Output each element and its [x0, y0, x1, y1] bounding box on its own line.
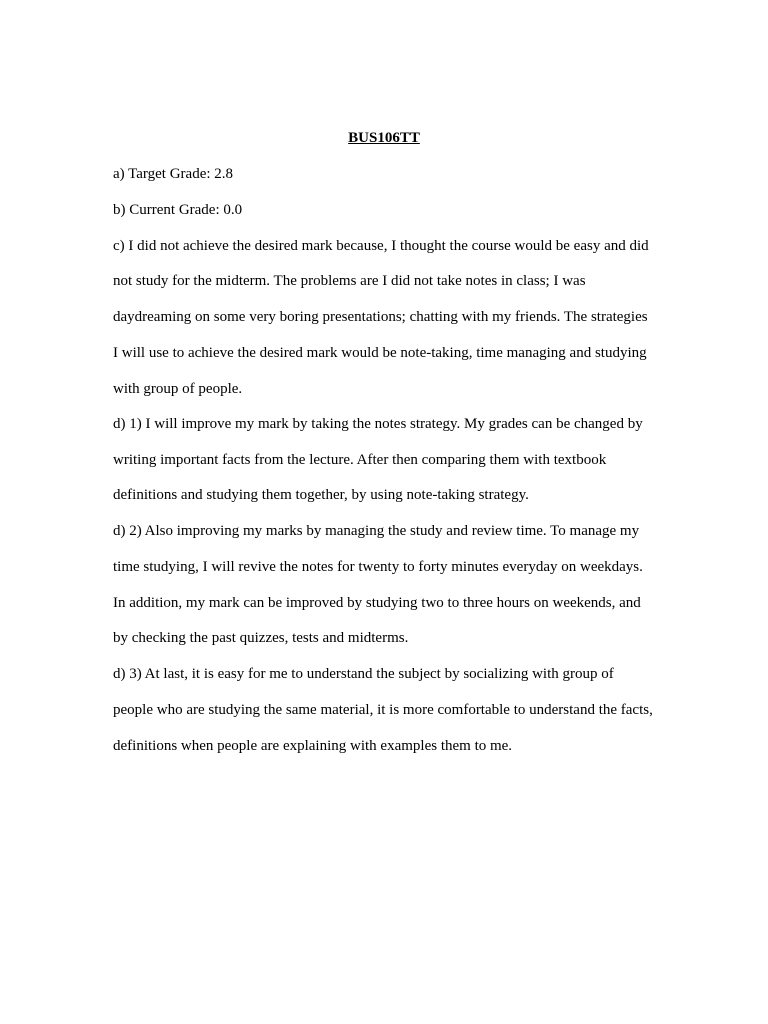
paragraph-c-line: not study for the midterm. The problems are I did not take notes in class; I was [113, 273, 586, 289]
current-grade-line: b) Current Grade: 0.0 [113, 202, 243, 218]
paragraph-d3-line: definitions when people are explaining with examples them to me. [113, 738, 513, 754]
paragraph-d2-line: In addition, my mark can be improved by studying two to three hours on weekends, and [113, 595, 641, 611]
paragraph-d1-line: d) 1) I will improve my mark by taking the notes strategy. My grades can be changed by [113, 416, 643, 432]
paragraph-d3-line: people who are studying the same material, it is more comfortable to understand the facts, [113, 702, 653, 718]
paragraph-c-line: c) I did not achieve the desired mark because, I thought the course would be easy and did [113, 238, 649, 254]
paragraph-d2-line: time studying, I will revive the notes for twenty to forty minutes everyday on weekdays. [113, 559, 643, 575]
paragraph-d1-line: writing important facts from the lecture. After then comparing them with textbook [113, 452, 607, 468]
paragraph-d2-line: d) 2) Also improving my marks by managing the study and review time. To manage my [113, 523, 640, 539]
paragraph-d2-line: by checking the past quizzes, tests and midterms. [113, 630, 409, 646]
document-title: BUS106TT [348, 130, 420, 146]
paragraph-c-line: daydreaming on some very boring presentations; chatting with my friends. The strategies [113, 309, 648, 325]
paragraph-c-line: with group of people. [113, 381, 243, 397]
paragraph-c-line: I will use to achieve the desired mark would be note-taking, time managing and studying [113, 345, 647, 361]
target-grade-line: a) Target Grade: 2.8 [113, 166, 234, 182]
paragraph-d3-line: d) 3) At last, it is easy for me to understand the subject by socializing with group of [113, 666, 614, 682]
paragraph-d1-line: definitions and studying them together, by using note-taking strategy. [113, 487, 529, 503]
